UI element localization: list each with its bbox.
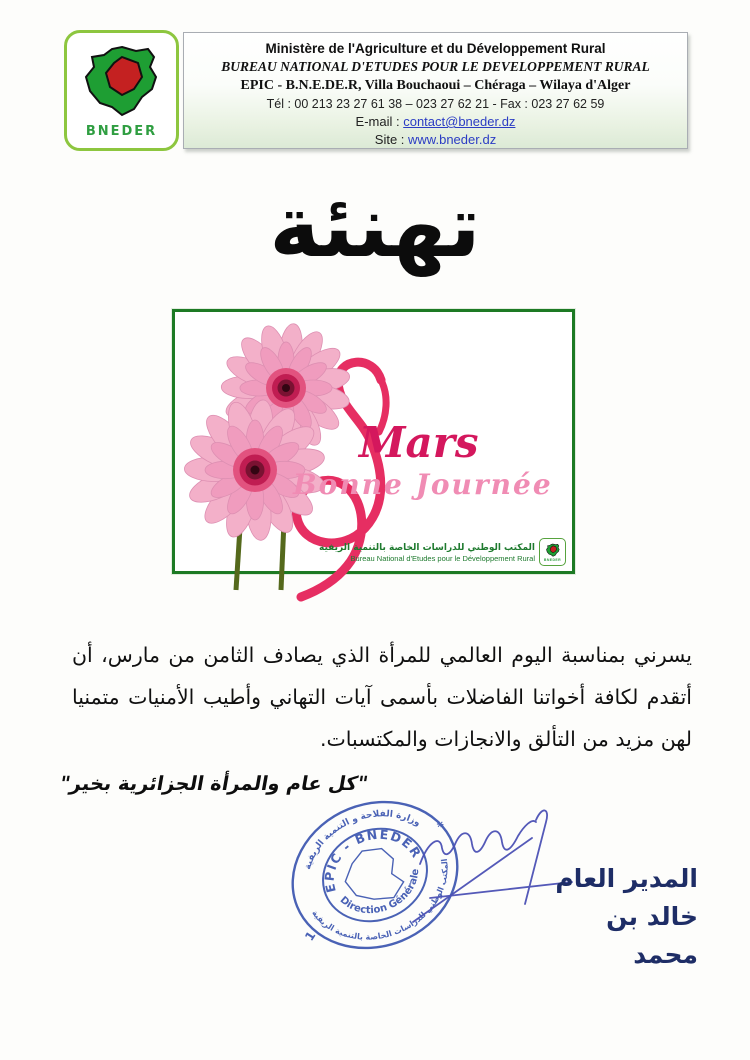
title-congratulations: تهنئة xyxy=(269,177,481,277)
site-line xyxy=(184,131,687,149)
site-link[interactable]: www.bneder.dz xyxy=(408,132,497,147)
email-link[interactable]: contact@bneder.dz xyxy=(403,114,516,129)
card-month-text: Mars xyxy=(359,418,479,467)
bureau-line: BUREAU NATIONAL D'ETUDES POUR LE DEVELOPPEMENT RURAL xyxy=(221,59,650,74)
letterhead xyxy=(183,32,688,149)
signatory-name: خالد بن محمد xyxy=(606,902,698,969)
card-footer-arabic: المكتب الوطني للدراسات الخاصة بالتنمية الريفية xyxy=(319,542,535,553)
stamp-ring-bottom-text: المكتب الوطني للدراسات الخاصة بالتنمية الريفية xyxy=(310,857,450,942)
phone-line: Tél : 00 213 23 27 61 38 – 023 27 62 21 - Fax : 023 27 62 59 xyxy=(266,97,605,111)
quote-line: "كل عام والمرأة الجزائرية بخير" xyxy=(57,772,370,795)
official-stamp xyxy=(275,793,475,963)
signatory-block xyxy=(540,860,698,974)
womens-day-card xyxy=(172,309,575,574)
email-line xyxy=(184,113,687,131)
algeria-map-icon xyxy=(545,543,561,558)
stamp-number: 1 xyxy=(302,928,319,944)
stamp-star: * xyxy=(435,818,448,836)
card-greeting-text: Bonne Journée xyxy=(293,468,553,501)
ministry-line: Ministère de l'Agriculture et du Développement Rural xyxy=(265,41,606,56)
congratulation-message: يسرني بمناسبة اليوم العالمي للمرأة الذي يصادف الثامن من مارس، أن أتقدم لكافة أخواتنا الفاضلات بأسمى آيات التهاني وأطيب الأمنيات متمنيا لهن مزيد من التألق والانجازات والمكتسبات. xyxy=(72,643,692,752)
stamp-ring-top-text: وزارة الفلاحة و التنمية الريفية xyxy=(303,809,422,871)
card-footer-french: Bureau National d'Etudes pour le Développement Rural xyxy=(350,553,535,563)
logo-text: BNEDER xyxy=(85,123,158,139)
signatory-role: المدير العام xyxy=(555,864,698,893)
stamp-org-text: EPIC - BNEDER xyxy=(321,826,425,895)
card-mini-logo xyxy=(539,538,566,566)
address-line: EPIC - B.N.E.DE.R, Villa Bouchaoui – Chéraga – Wilaya d'Alger xyxy=(240,78,631,93)
email-label: E-mail : xyxy=(355,114,404,129)
card-footer xyxy=(319,538,566,566)
algeria-map-icon xyxy=(78,43,166,123)
bneder-logo xyxy=(64,30,179,151)
mini-logo-text: BNEDER xyxy=(543,557,562,562)
stamp-dept-text: Direction Générale xyxy=(337,868,422,917)
site-label: Site : xyxy=(374,132,409,147)
